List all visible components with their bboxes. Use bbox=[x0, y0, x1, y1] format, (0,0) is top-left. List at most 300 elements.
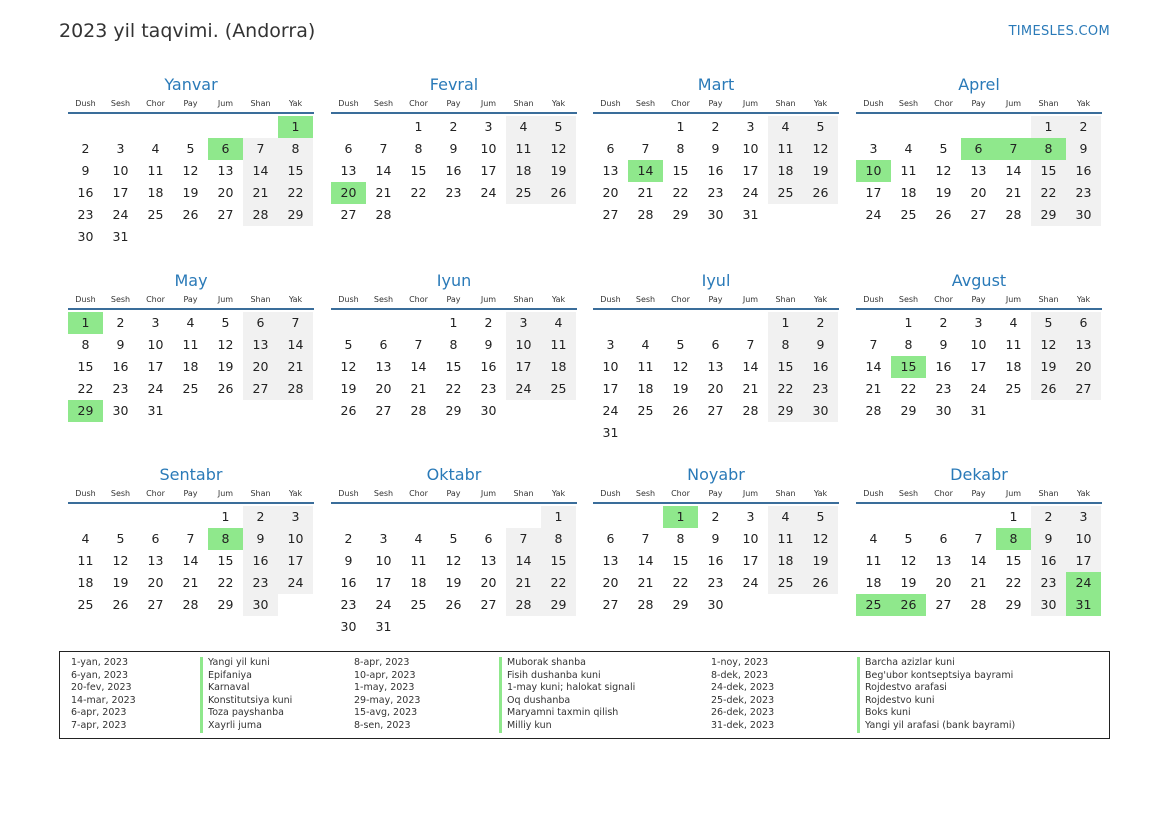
weekday-label: Sesh bbox=[110, 99, 131, 108]
day-cell: 11 bbox=[865, 553, 882, 568]
weekday-label: Shan bbox=[775, 295, 796, 304]
day-cell: 1 bbox=[541, 506, 576, 528]
day-cell: 2 bbox=[803, 312, 838, 334]
day-cell: 17 bbox=[112, 185, 129, 200]
day-cell: 26 bbox=[541, 182, 576, 204]
day-cell: 15 bbox=[672, 163, 689, 178]
month-title: Yanvar bbox=[164, 75, 218, 94]
day-cell: 29 bbox=[541, 594, 576, 616]
empty-cell bbox=[138, 116, 173, 138]
weekday-label: Yak bbox=[288, 295, 303, 304]
day-cell: 14 bbox=[182, 553, 199, 568]
legend-holiday-name: Muborak shanba bbox=[499, 657, 635, 670]
day-cell: 20 bbox=[375, 381, 392, 396]
weekday-label: Chor bbox=[934, 489, 953, 498]
day-cell: 24 bbox=[480, 185, 497, 200]
day-cell: 1 bbox=[414, 119, 423, 134]
day-cell: 7 bbox=[379, 141, 388, 156]
day-cell: 26 bbox=[445, 597, 462, 612]
empty-cell bbox=[331, 116, 366, 138]
month-title: Avgust bbox=[951, 271, 1007, 290]
day-cell: 25 bbox=[506, 182, 541, 204]
weekday-label: Jum bbox=[217, 489, 234, 498]
day-cell: 8 bbox=[81, 337, 90, 352]
empty-cell bbox=[733, 312, 768, 334]
weekday-label: Dush bbox=[600, 295, 621, 304]
month-iyun bbox=[331, 270, 577, 422]
day-cell: 8 bbox=[904, 337, 913, 352]
day-cell: 21 bbox=[243, 182, 278, 204]
month-title: Iyun bbox=[436, 271, 472, 290]
weekday-label: Jum bbox=[742, 99, 759, 108]
day-cell: 7 bbox=[746, 337, 755, 352]
day-cell: 20 bbox=[1066, 356, 1101, 378]
weekday-label: Sesh bbox=[898, 295, 919, 304]
day-cell: 13 bbox=[375, 359, 392, 374]
day-cell: 7 bbox=[243, 138, 278, 160]
day-cell: 17 bbox=[147, 359, 164, 374]
weekday-header bbox=[593, 293, 839, 307]
day-cell: 27 bbox=[707, 403, 724, 418]
day-cell: 27 bbox=[243, 378, 278, 400]
empty-cell bbox=[856, 312, 891, 334]
month-title: Fevral bbox=[429, 75, 479, 94]
day-cell: 2 bbox=[484, 315, 493, 330]
legend-date: 24-dek, 2023 bbox=[711, 682, 775, 694]
day-cell: 25 bbox=[410, 597, 427, 612]
day-cell: 12 bbox=[803, 138, 838, 160]
day-cell: 7 bbox=[641, 531, 650, 546]
month-oktabr bbox=[331, 464, 577, 638]
day-cell: 29 bbox=[900, 403, 917, 418]
day-cell: 17 bbox=[480, 163, 497, 178]
day-cell: 11 bbox=[900, 163, 917, 178]
day-cell: 19 bbox=[935, 185, 952, 200]
weekday-header bbox=[68, 97, 314, 111]
weekday-header bbox=[331, 97, 577, 111]
day-cell: 22 bbox=[410, 185, 427, 200]
day-cell: 26 bbox=[182, 207, 199, 222]
weekday-header bbox=[331, 293, 577, 307]
empty-cell bbox=[961, 506, 996, 528]
weekday-label: Sesh bbox=[635, 295, 656, 304]
day-cell: 4 bbox=[186, 315, 195, 330]
weekday-label: Jum bbox=[1005, 489, 1022, 498]
weekday-label: Yak bbox=[1076, 99, 1091, 108]
day-cell: 18 bbox=[768, 550, 803, 572]
day-cell: 10 bbox=[970, 337, 987, 352]
day-cell: 30 bbox=[243, 594, 278, 616]
day-cell: 22 bbox=[278, 182, 313, 204]
day-cell: 4 bbox=[641, 337, 650, 352]
empty-cell bbox=[366, 506, 401, 528]
day-cell: 16 bbox=[480, 359, 497, 374]
day-grid bbox=[856, 312, 1102, 422]
day-cell: 21 bbox=[742, 381, 759, 396]
month-title: Noyabr bbox=[687, 465, 745, 484]
month-title: Dekabr bbox=[950, 465, 1008, 484]
weekday-label: Yak bbox=[813, 99, 828, 108]
day-cell: 16 bbox=[707, 163, 724, 178]
weekday-label: Shan bbox=[513, 99, 534, 108]
day-cell: 3 bbox=[746, 509, 755, 524]
month-title: Iyul bbox=[701, 271, 731, 290]
day-cell: 1 bbox=[904, 315, 913, 330]
day-cell: 21 bbox=[506, 572, 541, 594]
weekday-header bbox=[68, 487, 314, 501]
day-cell: 24 bbox=[742, 185, 759, 200]
day-cell: 10 bbox=[278, 528, 313, 550]
day-cell: 17 bbox=[375, 575, 392, 590]
weekday-label: Jum bbox=[217, 99, 234, 108]
header-rule bbox=[331, 112, 577, 114]
legend-date: 6-yan, 2023 bbox=[71, 669, 128, 681]
weekday-label: Pay bbox=[708, 99, 723, 108]
day-cell: 18 bbox=[147, 185, 164, 200]
day-cell: 16 bbox=[340, 575, 357, 590]
weekday-label: Dush bbox=[600, 99, 621, 108]
empty-cell bbox=[366, 116, 401, 138]
day-cell: 30 bbox=[480, 403, 497, 418]
day-cell: 4 bbox=[81, 531, 90, 546]
day-cell: 14 bbox=[410, 359, 427, 374]
day-cell: 12 bbox=[340, 359, 357, 374]
weekday-label: Yak bbox=[551, 99, 566, 108]
day-cell: 15 bbox=[768, 356, 803, 378]
day-grid bbox=[593, 116, 839, 226]
day-cell: 16 bbox=[445, 163, 462, 178]
day-cell: 28 bbox=[742, 403, 759, 418]
weekday-label: Pay bbox=[183, 99, 198, 108]
day-cell: 27 bbox=[602, 207, 619, 222]
day-cell: 1 bbox=[449, 315, 458, 330]
weekday-label: Sesh bbox=[635, 489, 656, 498]
day-cell: 21 bbox=[970, 575, 987, 590]
day-cell: 3 bbox=[506, 312, 541, 334]
day-cell: 12 bbox=[217, 337, 234, 352]
empty-cell bbox=[856, 116, 891, 138]
day-cell: 12 bbox=[803, 528, 838, 550]
day-cell: 9 bbox=[484, 337, 493, 352]
day-cell: 14 bbox=[637, 553, 654, 568]
day-cell: 23 bbox=[1031, 572, 1066, 594]
day-cell: 31 bbox=[742, 207, 759, 222]
legend-date: 7-apr, 2023 bbox=[71, 719, 127, 731]
day-cell: 18 bbox=[77, 575, 94, 590]
legend-holiday-name: Epifaniya bbox=[200, 670, 292, 683]
weekday-label: Shan bbox=[775, 99, 796, 108]
legend-date: 31-dek, 2023 bbox=[711, 719, 775, 731]
day-cell: 26 bbox=[112, 597, 129, 612]
day-cell: 5 bbox=[541, 116, 576, 138]
day-cell: 5 bbox=[803, 116, 838, 138]
legend-holiday-name: Toza payshanba bbox=[200, 707, 292, 720]
day-cell: 5 bbox=[803, 506, 838, 528]
empty-cell bbox=[471, 506, 506, 528]
weekday-label: Yak bbox=[1076, 489, 1091, 498]
weekday-label: Jum bbox=[1005, 99, 1022, 108]
day-grid bbox=[856, 116, 1102, 226]
day-cell: 6 bbox=[484, 531, 493, 546]
day-grid bbox=[856, 506, 1102, 616]
day-cell: 17 bbox=[865, 185, 882, 200]
day-cell: 30 bbox=[707, 597, 724, 612]
day-cell: 8 bbox=[541, 528, 576, 550]
day-cell: 9 bbox=[711, 531, 720, 546]
day-cell: 29 bbox=[445, 403, 462, 418]
weekday-label: Shan bbox=[775, 489, 796, 498]
legend-holiday-name: Milliy kun bbox=[499, 720, 635, 733]
day-cell: 13 bbox=[243, 334, 278, 356]
day-cell: 23 bbox=[445, 185, 462, 200]
legend-holiday-name: Yangi yil arafasi (bank bayrami) bbox=[857, 720, 1015, 733]
legend-holiday-name: 1-may kuni; halokat signali bbox=[499, 682, 635, 695]
weekday-label: Chor bbox=[671, 99, 690, 108]
weekday-label: Chor bbox=[146, 489, 165, 498]
legend-date: 26-dek, 2023 bbox=[711, 707, 775, 719]
month-may bbox=[68, 270, 314, 422]
day-cell: 29 bbox=[1005, 597, 1022, 612]
day-cell: 23 bbox=[707, 185, 724, 200]
empty-cell bbox=[926, 506, 961, 528]
day-cell: 26 bbox=[1031, 378, 1066, 400]
day-cell: 10 bbox=[480, 141, 497, 156]
day-cell: 12 bbox=[935, 163, 952, 178]
day-cell: 3 bbox=[151, 315, 160, 330]
day-cell: 7 bbox=[641, 141, 650, 156]
day-cell: 25 bbox=[182, 381, 199, 396]
day-cell: 14 bbox=[970, 553, 987, 568]
empty-cell bbox=[926, 116, 961, 138]
day-cell: 10 bbox=[506, 334, 541, 356]
day-cell: 1 bbox=[221, 509, 230, 524]
legend-date: 1-noy, 2023 bbox=[711, 657, 769, 668]
weekday-label: Jum bbox=[1005, 295, 1022, 304]
header-rule bbox=[331, 502, 577, 504]
holiday-day-cell: 1 bbox=[663, 506, 698, 528]
weekday-label: Dush bbox=[75, 489, 96, 498]
day-cell: 27 bbox=[147, 597, 164, 612]
weekday-label: Jum bbox=[480, 489, 497, 498]
weekday-label: Sesh bbox=[898, 99, 919, 108]
empty-cell bbox=[506, 506, 541, 528]
empty-cell bbox=[103, 506, 138, 528]
day-cell: 2 bbox=[243, 506, 278, 528]
legend-holiday-name: Karnaval bbox=[200, 682, 292, 695]
day-cell: 30 bbox=[112, 403, 129, 418]
day-cell: 24 bbox=[742, 575, 759, 590]
day-cell: 16 bbox=[1066, 160, 1101, 182]
weekday-label: Dush bbox=[338, 489, 359, 498]
legend-date: 29-may, 2023 bbox=[354, 694, 421, 706]
month-title: Aprel bbox=[958, 75, 1000, 94]
day-cell: 29 bbox=[672, 207, 689, 222]
day-cell: 3 bbox=[974, 315, 983, 330]
weekday-label: Jum bbox=[742, 295, 759, 304]
holiday-day-cell: 8 bbox=[996, 528, 1031, 550]
month-sentabr bbox=[68, 464, 314, 616]
day-cell: 10 bbox=[602, 359, 619, 374]
day-cell: 7 bbox=[414, 337, 423, 352]
legend-date: 8-sen, 2023 bbox=[354, 719, 411, 731]
day-cell: 27 bbox=[935, 597, 952, 612]
day-cell: 9 bbox=[81, 163, 90, 178]
empty-cell bbox=[68, 116, 103, 138]
holiday-day-cell: 14 bbox=[628, 160, 663, 182]
day-cell: 24 bbox=[278, 572, 313, 594]
empty-cell bbox=[593, 506, 628, 528]
day-cell: 2 bbox=[449, 119, 458, 134]
day-cell: 20 bbox=[480, 575, 497, 590]
day-cell: 17 bbox=[506, 356, 541, 378]
page-title: 2023 yil taqvimi. (Andorra) bbox=[59, 20, 316, 42]
day-cell: 29 bbox=[768, 400, 803, 422]
day-cell: 2 bbox=[116, 315, 125, 330]
day-cell: 5 bbox=[1031, 312, 1066, 334]
day-cell: 24 bbox=[506, 378, 541, 400]
day-grid bbox=[331, 116, 577, 226]
day-cell: 21 bbox=[375, 185, 392, 200]
day-cell: 19 bbox=[900, 575, 917, 590]
day-cell: 9 bbox=[1066, 138, 1101, 160]
day-cell: 25 bbox=[768, 572, 803, 594]
empty-cell bbox=[593, 116, 628, 138]
holiday-day-cell: 1 bbox=[68, 312, 103, 334]
month-fevral bbox=[331, 74, 577, 226]
day-cell: 11 bbox=[768, 528, 803, 550]
day-cell: 18 bbox=[541, 356, 576, 378]
day-cell: 30 bbox=[1031, 594, 1066, 616]
day-cell: 14 bbox=[278, 334, 313, 356]
day-cell: 14 bbox=[865, 359, 882, 374]
day-cell: 19 bbox=[217, 359, 234, 374]
day-cell: 24 bbox=[375, 597, 392, 612]
day-cell: 26 bbox=[217, 381, 234, 396]
day-cell: 9 bbox=[116, 337, 125, 352]
legend-holiday-name: Maryamni taxmin qilish bbox=[499, 707, 635, 720]
weekday-label: Sesh bbox=[373, 295, 394, 304]
day-cell: 12 bbox=[541, 138, 576, 160]
day-cell: 9 bbox=[711, 141, 720, 156]
day-cell: 15 bbox=[1031, 160, 1066, 182]
day-cell: 15 bbox=[672, 553, 689, 568]
day-cell: 18 bbox=[637, 381, 654, 396]
weekday-label: Jum bbox=[742, 489, 759, 498]
weekday-label: Sesh bbox=[898, 489, 919, 498]
day-cell: 22 bbox=[541, 572, 576, 594]
day-cell: 30 bbox=[935, 403, 952, 418]
day-cell: 12 bbox=[900, 553, 917, 568]
day-cell: 3 bbox=[606, 337, 615, 352]
day-cell: 4 bbox=[768, 506, 803, 528]
day-cell: 10 bbox=[112, 163, 129, 178]
day-cell: 18 bbox=[900, 185, 917, 200]
month-aprel bbox=[856, 74, 1102, 226]
day-cell: 10 bbox=[375, 553, 392, 568]
day-cell: 2 bbox=[81, 141, 90, 156]
legend-date: 10-apr, 2023 bbox=[354, 669, 416, 681]
day-cell: 2 bbox=[711, 509, 720, 524]
day-cell: 21 bbox=[637, 575, 654, 590]
weekday-label: Chor bbox=[146, 99, 165, 108]
header-rule bbox=[856, 112, 1102, 114]
day-cell: 29 bbox=[217, 597, 234, 612]
legend-holiday-name: Beg'ubor kontseptsiya bayrami bbox=[857, 670, 1015, 683]
day-cell: 22 bbox=[672, 575, 689, 590]
weekday-label: Yak bbox=[1076, 295, 1091, 304]
empty-cell bbox=[698, 312, 733, 334]
day-cell: 16 bbox=[707, 553, 724, 568]
day-grid bbox=[68, 116, 314, 248]
holiday-day-cell: 10 bbox=[856, 160, 891, 182]
weekday-label: Pay bbox=[708, 489, 723, 498]
day-cell: 21 bbox=[410, 381, 427, 396]
weekday-label: Dush bbox=[600, 489, 621, 498]
site-link[interactable]: TIMESLES.COM bbox=[1008, 24, 1110, 39]
day-cell: 11 bbox=[637, 359, 654, 374]
day-cell: 19 bbox=[340, 381, 357, 396]
day-cell: 18 bbox=[1005, 359, 1022, 374]
day-cell: 16 bbox=[112, 359, 129, 374]
day-cell: 28 bbox=[243, 204, 278, 226]
day-cell: 22 bbox=[217, 575, 234, 590]
weekday-label: Dush bbox=[863, 295, 884, 304]
weekday-label: Shan bbox=[250, 489, 271, 498]
holiday-day-cell: 29 bbox=[68, 400, 103, 422]
day-cell: 17 bbox=[742, 163, 759, 178]
day-cell: 10 bbox=[1066, 528, 1101, 550]
day-cell: 4 bbox=[541, 312, 576, 334]
day-cell: 15 bbox=[541, 550, 576, 572]
day-cell: 16 bbox=[1031, 550, 1066, 572]
day-cell: 20 bbox=[935, 575, 952, 590]
weekday-label: Pay bbox=[446, 295, 461, 304]
legend-date: 6-apr, 2023 bbox=[71, 707, 127, 719]
month-title: May bbox=[174, 271, 208, 290]
holiday-legend bbox=[59, 651, 1110, 739]
day-cell: 22 bbox=[1031, 182, 1066, 204]
day-cell: 31 bbox=[112, 229, 129, 244]
legend-date: 8-apr, 2023 bbox=[354, 657, 410, 668]
day-cell: 17 bbox=[1066, 550, 1101, 572]
weekday-label: Sesh bbox=[635, 99, 656, 108]
day-cell: 24 bbox=[602, 403, 619, 418]
empty-cell bbox=[996, 116, 1031, 138]
day-cell: 14 bbox=[506, 550, 541, 572]
day-cell: 5 bbox=[904, 531, 913, 546]
day-cell: 6 bbox=[1066, 312, 1101, 334]
day-cell: 9 bbox=[939, 337, 948, 352]
weekday-label: Sesh bbox=[110, 295, 131, 304]
weekday-label: Shan bbox=[1038, 295, 1059, 304]
empty-cell bbox=[103, 116, 138, 138]
day-cell: 8 bbox=[768, 334, 803, 356]
day-cell: 9 bbox=[344, 553, 353, 568]
legend-holiday-name: Rojdestvo kuni bbox=[857, 695, 1015, 708]
day-cell: 3 bbox=[869, 141, 878, 156]
day-cell: 2 bbox=[711, 119, 720, 134]
day-cell: 9 bbox=[1031, 528, 1066, 550]
weekday-header bbox=[856, 293, 1102, 307]
weekday-label: Shan bbox=[250, 295, 271, 304]
day-cell: 23 bbox=[77, 207, 94, 222]
legend-holiday-name: Konstitutsiya kuni bbox=[200, 695, 292, 708]
day-cell: 8 bbox=[414, 141, 423, 156]
day-cell: 1 bbox=[676, 119, 685, 134]
day-cell: 4 bbox=[869, 531, 878, 546]
day-cell: 19 bbox=[803, 160, 838, 182]
header-rule bbox=[331, 308, 577, 310]
